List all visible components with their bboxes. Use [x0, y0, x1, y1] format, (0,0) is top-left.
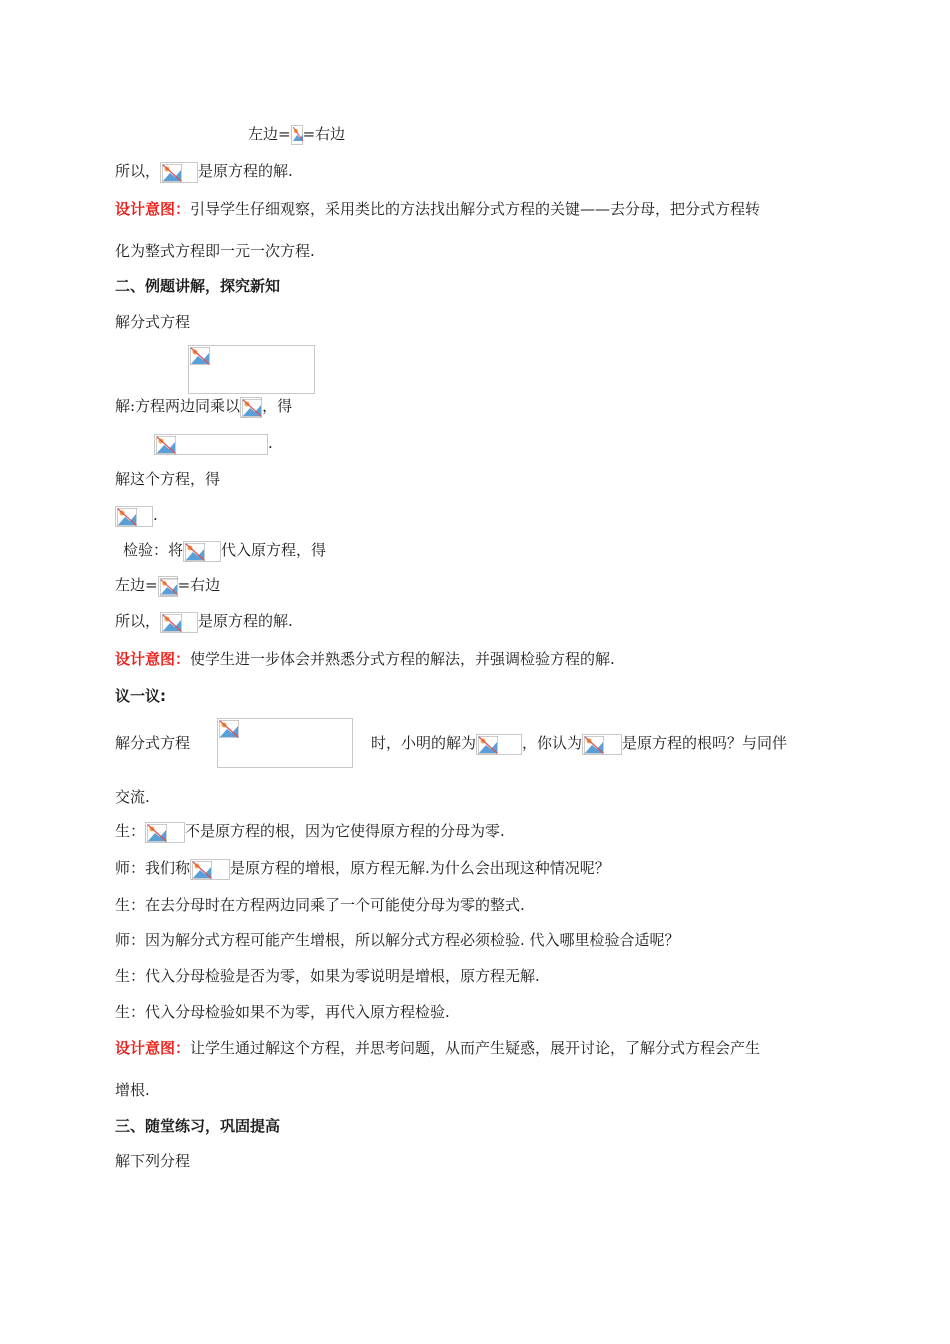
text: 让学生通过解这个方程，并思考问题，从而产生疑惑，展开讨论，了解分式方程会产生	[190, 1039, 761, 1057]
solution-step-1	[115, 396, 292, 418]
design-intent-label: 设计意图：	[115, 650, 191, 668]
broken-image-icon	[147, 824, 167, 842]
broken-image-icon	[190, 347, 210, 365]
broken-image-icon	[192, 861, 212, 879]
verify-line-2	[115, 575, 220, 597]
broken-image-icon	[185, 543, 205, 561]
formula-image	[115, 506, 153, 527]
conclusion-line-2	[115, 611, 293, 633]
text: 是原方程的增根，原方程无解.为什么会出现这种情况呢？	[230, 859, 610, 877]
formula-image	[291, 125, 303, 145]
design-intent-label: 设计意图：	[115, 1039, 191, 1057]
formula-image	[582, 734, 622, 755]
broken-image-icon	[162, 164, 182, 182]
discussion-line	[371, 733, 787, 755]
discussion-line-pre	[115, 733, 190, 753]
design-intent-1-cont	[115, 241, 315, 261]
text: 左边=	[248, 125, 291, 143]
formula-image	[240, 397, 262, 418]
example-prompt	[115, 312, 190, 332]
check-line	[123, 540, 326, 562]
text: =右边	[177, 576, 221, 594]
text: ，你认为	[522, 734, 583, 752]
equation-image	[188, 345, 315, 394]
text: 生：代入分母检验如果不为零，再代入原方程检验.	[115, 1003, 450, 1021]
text: .	[153, 506, 158, 524]
text: .	[268, 434, 273, 452]
text: 解下列分程	[115, 1152, 191, 1170]
equation-image	[217, 718, 353, 768]
section-heading-3	[115, 1116, 280, 1136]
design-intent-1	[115, 199, 760, 219]
formula-image	[160, 612, 198, 633]
heading-text: 二、例题讲解，探究新知	[115, 277, 281, 295]
student-line-4	[115, 1002, 450, 1022]
discussion-line-cont	[115, 787, 150, 807]
text: 生：	[115, 822, 146, 840]
heading-text: 三、随堂练习，巩固提高	[115, 1117, 281, 1135]
text: 师：我们称	[115, 859, 191, 877]
text: 引导学生仔细观察，采用类比的方法找出解分式方程的关键——去分母，把分式方程转	[190, 200, 761, 218]
text: 代入原方程，得	[221, 541, 327, 559]
text: 是原方程的解.	[198, 612, 293, 630]
broken-image-icon	[242, 399, 262, 417]
text: 生：在去分母时在方程两边同乘了一个可能使分母为零的整式.	[115, 896, 525, 914]
text: ，得	[262, 397, 293, 415]
formula-image	[154, 434, 268, 455]
broken-image-icon	[160, 578, 178, 596]
formula-image	[158, 576, 178, 597]
text: 是原方程的解.	[198, 162, 293, 180]
student-line-3	[115, 966, 540, 986]
text: =右边	[302, 125, 346, 143]
student-line-1	[115, 821, 505, 843]
solve-line	[115, 469, 220, 489]
exercise-prompt	[115, 1151, 190, 1171]
broken-image-icon	[156, 436, 176, 454]
student-line-2	[115, 895, 525, 915]
broken-image-icon	[162, 614, 182, 632]
solution-value	[115, 505, 158, 527]
text: 解分式方程	[115, 313, 191, 331]
text: 是原方程的根吗？与同伴	[622, 734, 788, 752]
text: 解分式方程	[115, 734, 191, 752]
discussion-heading	[115, 686, 166, 706]
broken-image-icon	[117, 508, 137, 526]
conclusion-line-1	[115, 161, 293, 183]
formula-image	[145, 822, 185, 843]
design-intent-3-cont	[115, 1080, 150, 1100]
design-intent-label: 设计意图：	[115, 200, 191, 218]
formula-image	[183, 541, 221, 562]
text: 使学生进一步体会并熟悉分式方程的解法，并强调检验方程的解.	[190, 650, 615, 668]
formula-image	[476, 734, 522, 755]
text: 交流.	[115, 788, 150, 806]
text: 不是原方程的根，因为它使得原方程的分母为零.	[185, 822, 505, 840]
text: 检验：将	[123, 541, 184, 559]
text: 化为整式方程即一元一次方程.	[115, 242, 315, 260]
text: 解这个方程，得	[115, 470, 221, 488]
design-intent-2	[115, 649, 615, 669]
formula-image	[190, 859, 230, 880]
design-intent-3	[115, 1038, 760, 1058]
broken-image-icon	[293, 127, 303, 141]
solution-step-2	[154, 433, 273, 455]
text: 生：代入分母检验是否为零，如果为零说明是增根，原方程无解.	[115, 967, 540, 985]
text: 所以，	[115, 162, 161, 180]
verify-line-1	[248, 124, 345, 145]
formula-image	[160, 162, 198, 183]
teacher-line-2	[115, 930, 680, 950]
text: 师：因为解分式方程可能产生增根，所以解分式方程必须检验. 代入哪里检验合适呢？	[115, 931, 680, 949]
heading-text: 议一议:	[115, 687, 166, 705]
text: 所以，	[115, 612, 161, 630]
broken-image-icon	[478, 736, 498, 754]
text: 左边=	[115, 576, 158, 594]
section-heading-2	[115, 276, 280, 296]
teacher-line-1	[115, 858, 610, 880]
text: 解:方程两边同乘以	[115, 397, 241, 415]
text: 时，小明的解为	[371, 734, 477, 752]
broken-image-icon	[584, 736, 604, 754]
text: 增根.	[115, 1081, 150, 1099]
broken-image-icon	[219, 720, 239, 738]
